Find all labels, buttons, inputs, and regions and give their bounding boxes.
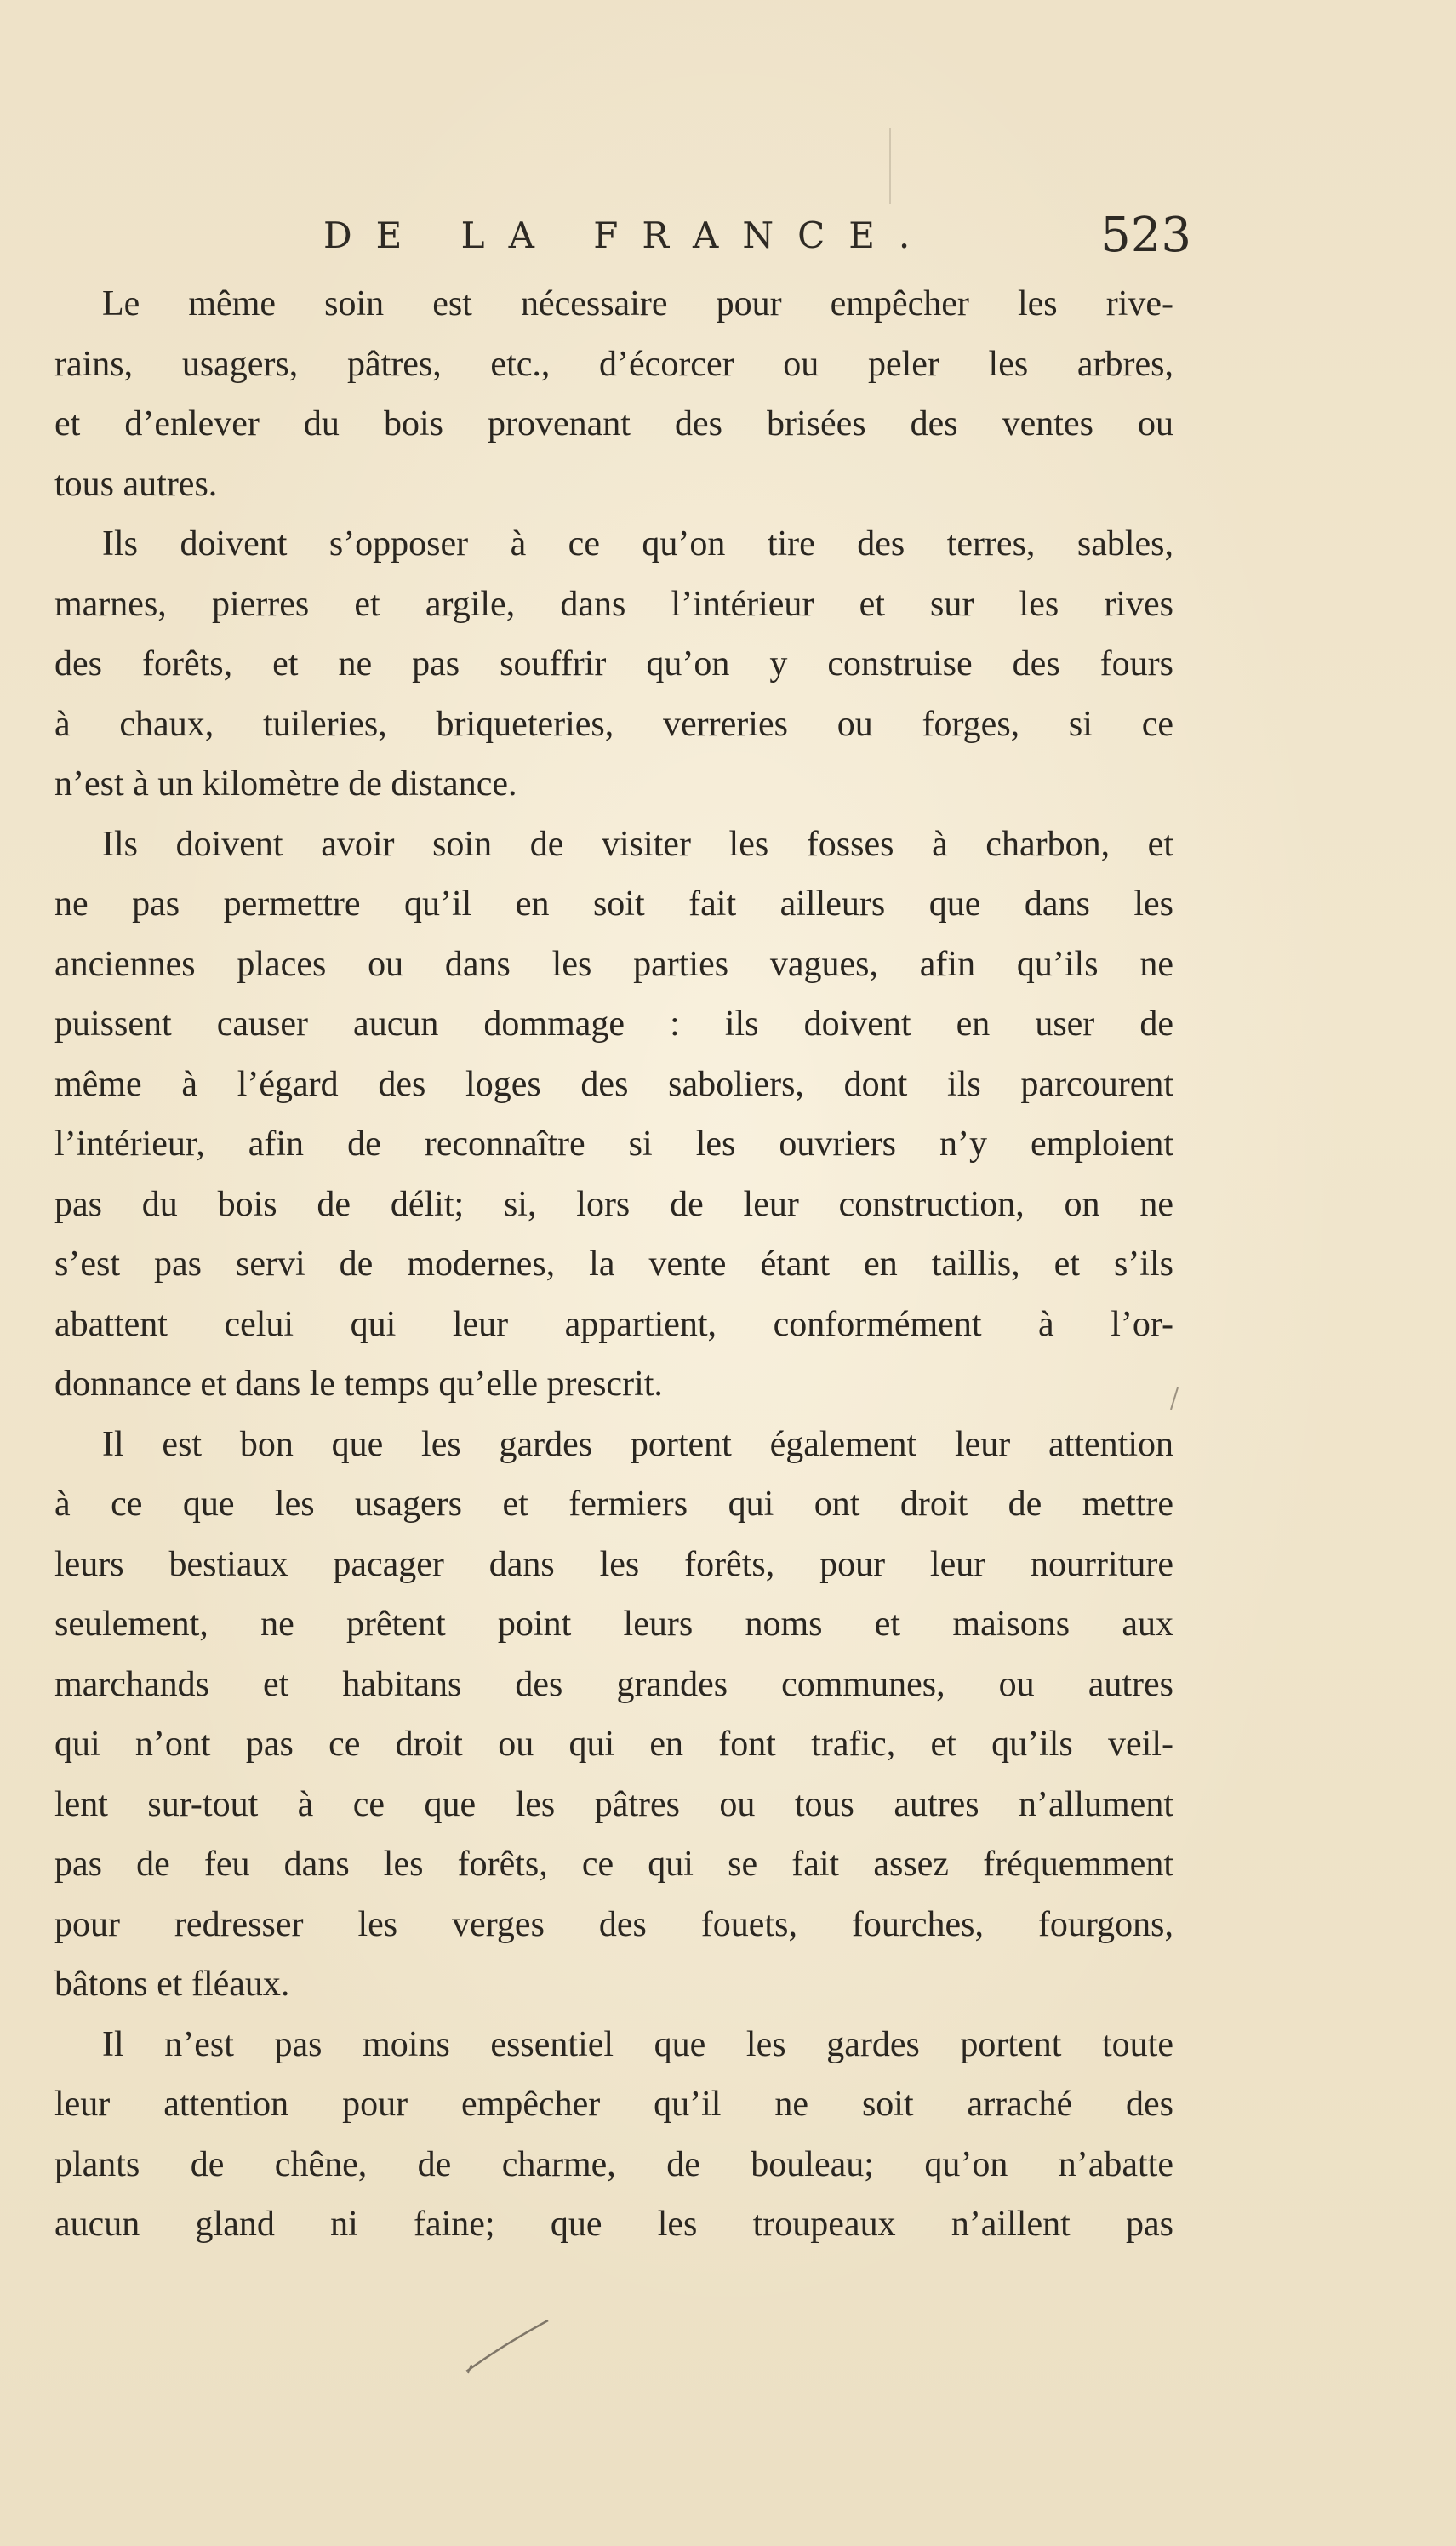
text-line: leurs bestiaux pacager dans les forêts, pour leur nourriture: [54, 1544, 1173, 1584]
text-line: aucun gland ni faine; que les troupeaux n’aillent pas: [54, 2205, 1173, 2244]
text-line: Ils doivent avoir soin de visiter les fosses à charbon, et: [102, 824, 1173, 864]
running-head: [51, 204, 1191, 272]
text-line: anciennes places ou dans les parties vagues, afin qu’ils ne: [54, 944, 1173, 984]
text-line: et d’enlever du bois provenant des brisées des ventes ou: [54, 404, 1173, 443]
text-line: des forêts, et ne pas souffrir qu’on y construise des fours: [54, 644, 1173, 684]
text-line: à ce que les usagers et fermiers qui ont droit de mettre: [54, 1485, 1173, 1524]
text-line: pas du bois de délit; si, lors de leur construction, on ne: [54, 1184, 1173, 1224]
text-line: leur attention pour empêcher qu’il ne soit arraché des: [54, 2085, 1173, 2124]
text-line: Ils doivent s’opposer à ce qu’on tire des terres, sables,: [102, 524, 1173, 564]
text-line: ne pas permettre qu’il en soit fait ailleurs que dans les: [54, 884, 1173, 924]
text-line: marnes, pierres et argile, dans l’intérieur et sur les rives: [54, 584, 1173, 624]
text-line: plants de chêne, de charme, de bouleau; qu’on n’abatte: [54, 2144, 1173, 2184]
text-line: Il n’est pas moins essentiel que les gardes portent toute: [102, 2024, 1173, 2064]
text-line: donnance et dans le temps qu’elle prescrit.: [54, 1365, 663, 1404]
running-title: DE LA FRANCE.: [323, 215, 934, 256]
text-line: rains, usagers, pâtres, etc., d’écorcer ou peler les arbres,: [54, 344, 1173, 384]
text-line: qui n’ont pas ce droit ou qui en font trafic, et qu’ils veil-: [54, 1725, 1173, 1764]
paper-fold-line: [889, 128, 891, 204]
text-line: lent sur-tout à ce que les pâtres ou tous autres n’allument: [54, 1784, 1173, 1824]
text-line: bâtons et fléaux.: [54, 1965, 290, 2004]
text-line: abattent celui qui leur appartient, conformément à l’or-: [54, 1304, 1173, 1344]
text-line: puissent causer aucun dommage : ils doivent en user de: [54, 1004, 1173, 1044]
text-line: marchands et habitans des grandes communes, ou autres: [54, 1664, 1173, 1704]
text-line: l’intérieur, afin de reconnaître si les ouvriers n’y emploient: [54, 1124, 1173, 1164]
text-line: pour redresser les verges des fouets, fourches, fourgons,: [54, 1904, 1173, 1944]
text-line: tous autres.: [54, 464, 218, 504]
text-line: Il est bon que les gardes portent également leur attention: [102, 1424, 1173, 1464]
text-line: à chaux, tuileries, briqueteries, verreries ou forges, si ce: [54, 704, 1173, 744]
text-body: [54, 274, 1173, 2255]
text-line: même à l’égard des loges des saboliers, dont ils parcourent: [54, 1064, 1173, 1104]
pencil-stroke-mark: [460, 2315, 553, 2375]
text-line: seulement, ne prêtent point leurs noms et maisons aux: [54, 1605, 1173, 1644]
text-line: pas de feu dans les forêts, ce qui se fait assez fréquemment: [54, 1845, 1173, 1884]
text-line: n’est à un kilomètre de distance.: [54, 764, 517, 804]
text-line: s’est pas servi de modernes, la vente étant en taillis, et s’ils: [54, 1244, 1173, 1284]
text-line: Le même soin est nécessaire pour empêcher les rive-: [102, 284, 1173, 323]
page-number: 523: [1100, 208, 1191, 263]
pencil-tick-mark: [1168, 1386, 1181, 1411]
